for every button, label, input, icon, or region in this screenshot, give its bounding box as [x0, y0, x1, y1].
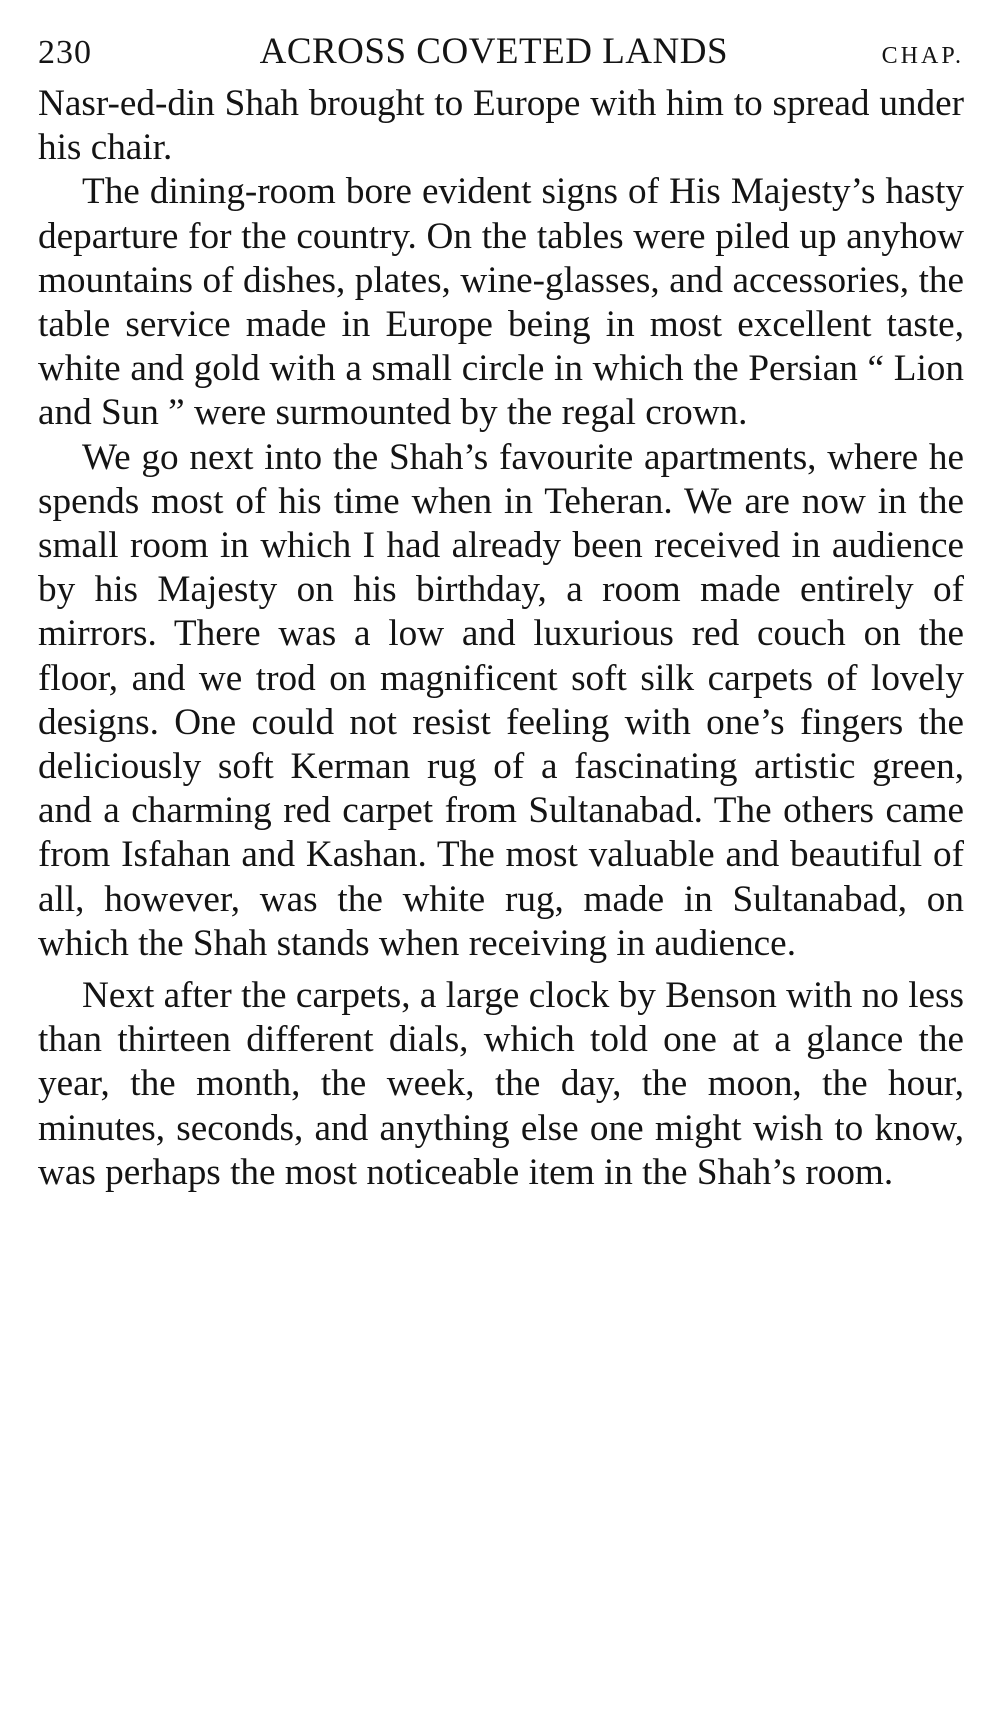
- paragraph-apartments: We go next into the Shah’s favourite apartments, where he spends most of his time when in Teheran. We are now in the small room in which I had already been received in audience by his Majesty on his birthday, a room made entirely of mirrors. There was a low and luxurious red couch on the floor, and we trod on magnificent soft silk carpets of lovely designs. One could not resist feeling with one’s fingers the deliciously soft Kerman rug of a fascinating artistic green, and a charming red carpet from Sultanabad. The others came from Isfahan and Kashan. The most valuable and beautiful of all, however, was the white rug, made in Sultanabad, on which the Shah stands when receiving in audience.: [38, 436, 964, 964]
- paragraph-dining-room: The dining-room bore evident signs of His Majesty’s hasty departure for the country. On the tables were piled up anyhow mountains of dishes, plates, wine-glasses, and accessories, the table service made in Europe being in most excellent taste, white and gold with a small circle in which the Persian “ Lion and Sun ” were surmounted by the regal crown.: [38, 171, 964, 434]
- page-number: 230: [38, 34, 92, 71]
- chapter-label: CHAP.: [881, 43, 964, 69]
- paragraph-continued: Nasr-ed-din Shah brought to Europe with him to spread under his chair.: [38, 83, 964, 169]
- running-head: [38, 30, 964, 76]
- paragraph-clock: Next after the carpets, a large clock by Benson with no less than thirteen different dials, which told one at a glance the year, the month, the week, the day, the moon, the hour, minutes, seconds, and anything else one might wish to know, was perhaps the most noticeable item in the Shah’s room.: [38, 975, 964, 1193]
- book-page: [38, 30, 964, 1195]
- body-text: [38, 82, 964, 1195]
- running-title: ACROSS COVETED LANDS: [259, 31, 729, 72]
